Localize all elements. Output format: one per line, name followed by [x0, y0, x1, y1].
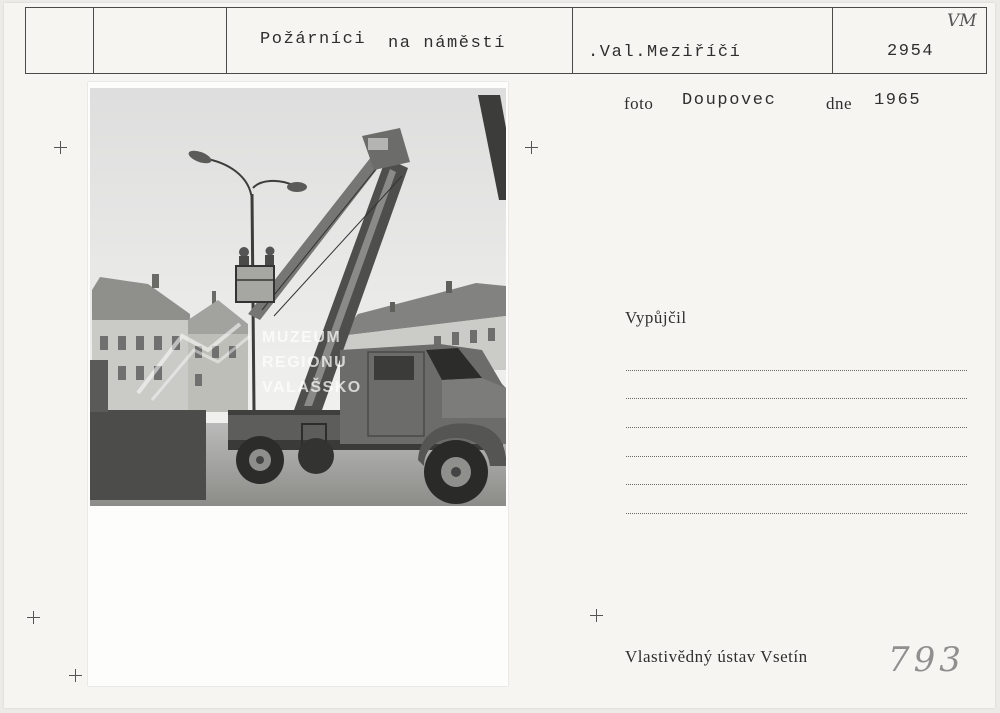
borrower-line [626, 370, 967, 371]
watermark-line-1: MUZEUM [262, 329, 342, 346]
foto-label: foto [624, 94, 654, 113]
header-cell-place [572, 8, 833, 73]
crane-head-plate [368, 138, 388, 150]
borrower-line [626, 427, 967, 428]
chimney [152, 274, 159, 288]
registration-cross [590, 609, 603, 622]
foreground-block [90, 410, 206, 500]
borrower-line [626, 513, 967, 514]
watermark-line-3: VALAŠSKO [262, 379, 362, 396]
truck-hood [442, 378, 506, 418]
borrower-label: Vypůjčil [625, 308, 687, 327]
registration-cross [54, 141, 67, 154]
truck-bed-rail [228, 410, 346, 415]
registration-cross [525, 141, 538, 154]
fireman [266, 247, 275, 256]
chimney [446, 281, 452, 293]
borrower-line [626, 484, 967, 485]
title-part-2: na náměstí [388, 34, 507, 53]
chimney [390, 302, 395, 312]
watermark-line-2: REGIONU [262, 354, 348, 371]
inventory-number: 2954 [887, 42, 935, 61]
handwritten-number: 793 [888, 640, 965, 680]
title-part-1: Požárníci [260, 30, 367, 49]
place-name: .Val.Meziříčí [588, 43, 742, 62]
handwritten-mark: VM [947, 11, 977, 31]
foreground-edge [90, 360, 108, 412]
institution-name: Vlastivědný ústav Vsetín [625, 647, 808, 666]
photo-mount [88, 82, 508, 686]
photo-year: 1965 [874, 91, 922, 110]
photographer-name: Doupovec [682, 91, 777, 110]
basket [236, 266, 274, 302]
truck-middle-wheel [298, 438, 334, 474]
header-cell [25, 8, 94, 73]
wheel-hub-center [451, 467, 461, 477]
registration-cross [27, 611, 40, 624]
borrower-line [626, 398, 967, 399]
header-cell [93, 8, 227, 73]
borrower-line [626, 456, 967, 457]
wheel-hub-center [256, 456, 264, 464]
date-label: dne [826, 94, 853, 113]
registration-cross [69, 669, 82, 682]
truck-side-window [374, 356, 414, 380]
fireman [239, 247, 249, 257]
photo-image [90, 88, 506, 506]
